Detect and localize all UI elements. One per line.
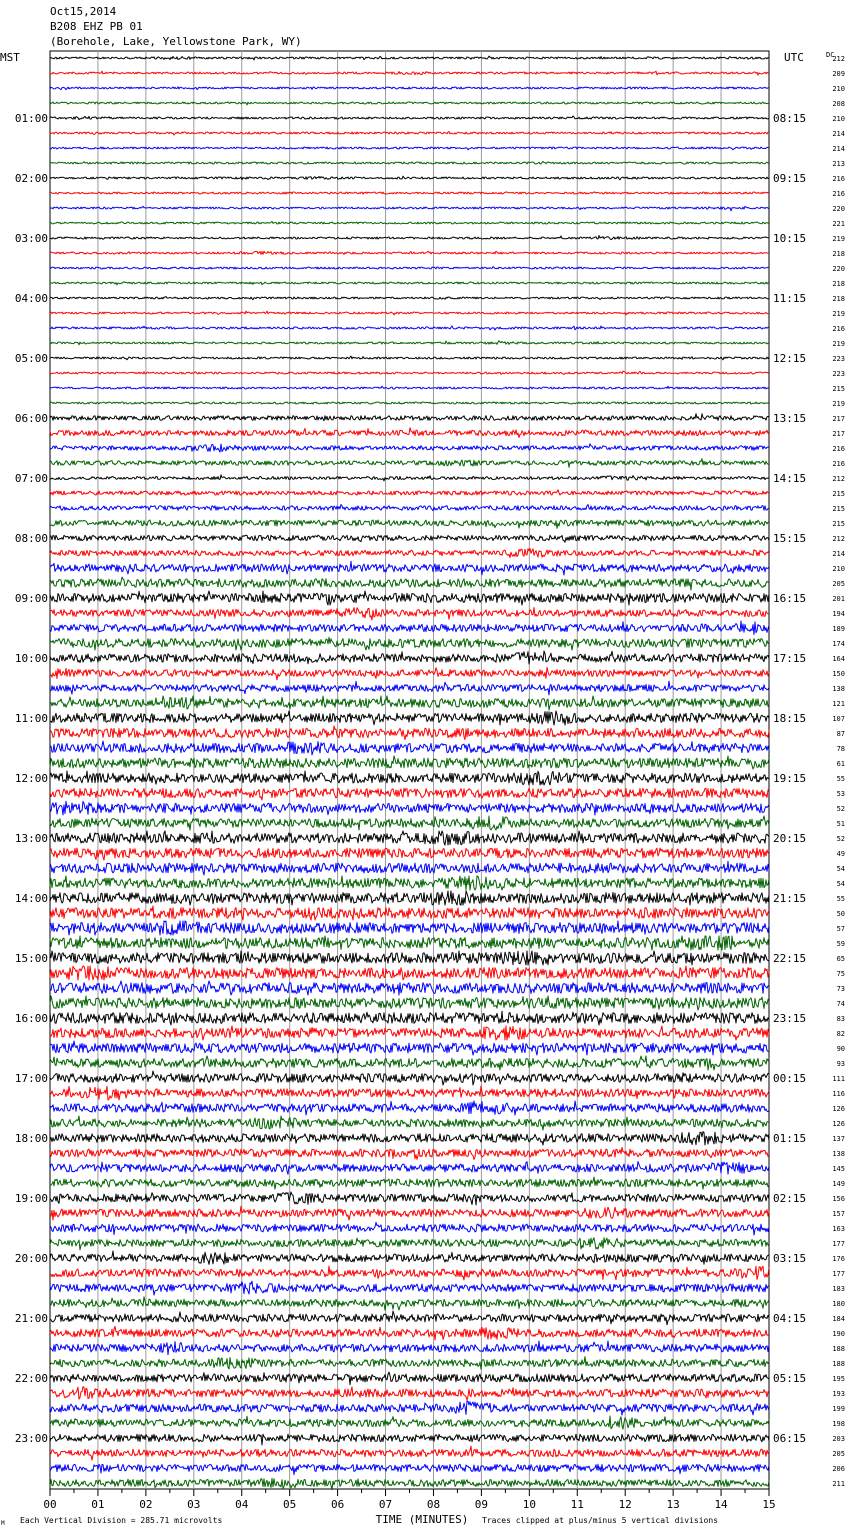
- dc-value: 52: [836, 805, 845, 813]
- trace-line: [50, 505, 769, 511]
- utc-hour-label: 15:15: [773, 532, 807, 545]
- dc-value: 195: [832, 1375, 845, 1383]
- trace-line: [50, 1311, 769, 1325]
- trace-line: [50, 1326, 769, 1340]
- dc-value: 193: [832, 1390, 845, 1398]
- dc-value: 216: [832, 460, 845, 468]
- trace-line: [50, 1464, 769, 1474]
- trace-line: [50, 102, 769, 105]
- trace-line: [50, 267, 769, 269]
- x-tick-label: 15: [762, 1498, 776, 1511]
- trace-line: [50, 831, 769, 845]
- dc-value: 121: [832, 700, 845, 708]
- trace-line: [50, 1116, 769, 1130]
- trace-line: [50, 1056, 769, 1070]
- trace-line: [50, 771, 769, 785]
- trace-line: [50, 1147, 769, 1159]
- trace-line: [50, 341, 769, 345]
- dc-value: 210: [832, 565, 845, 573]
- utc-label: UTC: [784, 51, 804, 64]
- x-tick-label: 04: [235, 1498, 249, 1511]
- mst-hour-label: 10:00: [14, 652, 48, 665]
- trace-line: [50, 681, 769, 695]
- dc-value: 54: [836, 865, 845, 873]
- utc-hour-label: 11:15: [773, 292, 807, 305]
- utc-hour-label: 08:15: [773, 112, 807, 125]
- mst-hour-label: 05:00: [14, 352, 48, 365]
- trace-line: [50, 816, 769, 830]
- dc-value: 177: [832, 1270, 845, 1278]
- dc-value: 183: [832, 1285, 845, 1293]
- mst-hour-label: 03:00: [14, 232, 48, 245]
- mst-hour-label: 09:00: [14, 592, 48, 605]
- trace-line: [50, 1446, 769, 1460]
- dc-value: 188: [832, 1360, 845, 1368]
- dc-value: 213: [832, 160, 845, 168]
- dc-value: 138: [832, 1150, 845, 1158]
- dc-value: 212: [832, 55, 845, 63]
- trace-line: [50, 311, 769, 315]
- dc-value: 55: [836, 775, 845, 783]
- dc-value: 53: [836, 790, 845, 798]
- trace-line: [50, 444, 769, 452]
- trace-line: [50, 1132, 769, 1145]
- trace-line: [50, 221, 769, 224]
- trace-line: [50, 591, 769, 605]
- trace-line: [50, 667, 769, 680]
- mst-hour-label: 02:00: [14, 172, 48, 185]
- utc-hour-label: 14:15: [773, 472, 807, 485]
- trace-line: [50, 1086, 769, 1100]
- dc-value: 87: [836, 730, 845, 738]
- utc-hour-label: 04:15: [773, 1312, 807, 1325]
- mst-hour-label: 01:00: [14, 112, 48, 125]
- seismic-traces: [50, 56, 769, 1490]
- dc-value: 111: [832, 1075, 845, 1083]
- trace-line: [50, 621, 769, 635]
- utc-hour-label: 23:15: [773, 1012, 807, 1025]
- trace-line: [50, 1416, 769, 1429]
- trace-line: [50, 206, 769, 211]
- dc-value: 205: [832, 580, 845, 588]
- trace-line: [50, 87, 769, 90]
- dc-value: 52: [836, 835, 845, 843]
- x-tick-label: 11: [570, 1498, 584, 1511]
- dc-value: 74: [836, 1000, 845, 1008]
- dc-value: 214: [832, 145, 845, 153]
- trace-line: [50, 966, 769, 980]
- mst-hour-label: 14:00: [14, 892, 48, 905]
- trace-line: [50, 147, 769, 150]
- dc-value: 61: [836, 760, 845, 768]
- trace-line: [50, 996, 769, 1010]
- dc-value: 189: [832, 625, 845, 633]
- dc-value: 145: [832, 1165, 845, 1173]
- dc-value: 206: [832, 1465, 845, 1473]
- dc-value: 137: [832, 1135, 845, 1143]
- mst-label: MST: [0, 51, 20, 64]
- mst-hour-label: 11:00: [14, 712, 48, 725]
- trace-line: [50, 1281, 769, 1295]
- trace-line: [50, 236, 769, 240]
- mst-hour-label: 13:00: [14, 832, 48, 845]
- dc-value: 216: [832, 190, 845, 198]
- trace-line: [50, 936, 769, 950]
- x-tick-label: 12: [618, 1498, 632, 1511]
- dc-value: 163: [832, 1225, 845, 1233]
- dc-value: 55: [836, 895, 845, 903]
- trace-line: [50, 1341, 769, 1355]
- dc-value: 212: [832, 535, 845, 543]
- x-tick-label: 10: [522, 1498, 536, 1511]
- mst-hour-label: 07:00: [14, 472, 48, 485]
- trace-line: [50, 428, 769, 438]
- x-tick-label: 07: [378, 1498, 393, 1511]
- dc-value: 219: [832, 235, 845, 243]
- trace-line: [50, 371, 769, 374]
- trace-line: [50, 741, 769, 755]
- dc-value: 75: [836, 970, 845, 978]
- trace-line: [50, 326, 769, 330]
- dc-value: 201: [832, 595, 845, 603]
- dc-value: 126: [832, 1120, 845, 1128]
- trace-line: [50, 1162, 769, 1175]
- trace-line: [50, 1206, 769, 1220]
- trace-line: [50, 251, 769, 254]
- dc-value: 174: [832, 640, 845, 648]
- dc-value: 215: [832, 385, 845, 393]
- trace-line: [50, 475, 769, 481]
- utc-hour-label: 16:15: [773, 592, 807, 605]
- trace-line: [50, 906, 769, 920]
- mst-hour-label: 16:00: [14, 1012, 48, 1025]
- trace-line: [50, 282, 769, 285]
- x-tick-label: 09: [474, 1498, 489, 1511]
- dc-value: 220: [832, 205, 845, 213]
- dc-value: 220: [832, 265, 845, 273]
- mst-hour-label: 04:00: [14, 292, 48, 305]
- dc-value: 116: [832, 1090, 845, 1098]
- dc-value: 217: [832, 415, 845, 423]
- trace-line: [50, 402, 769, 404]
- dc-value: 73: [836, 985, 845, 993]
- dc-value: 188: [832, 1345, 845, 1353]
- dc-value: 218: [832, 280, 845, 288]
- footer-scale: Each Vertical Division = 285.71 microvolts: [20, 1516, 223, 1525]
- utc-hour-label: 09:15: [773, 172, 807, 185]
- mst-hour-label: 06:00: [14, 412, 48, 425]
- trace-line: [50, 356, 769, 360]
- dc-value: 184: [832, 1315, 845, 1323]
- trace-line: [50, 1177, 769, 1189]
- footer-mark: M: [1, 1520, 5, 1527]
- x-axis-label: TIME (MINUTES): [375, 1513, 469, 1526]
- trace-line: [50, 696, 769, 710]
- trace-line: [50, 414, 769, 421]
- trace-line: [50, 561, 769, 575]
- dc-value: 194: [832, 610, 845, 618]
- mst-hour-label: 22:00: [14, 1372, 48, 1385]
- trace-line: [50, 1401, 769, 1415]
- mst-hour-label: 08:00: [14, 532, 48, 545]
- trace-line: [50, 726, 769, 740]
- dc-value: 190: [832, 1330, 845, 1338]
- dc-value: 218: [832, 295, 845, 303]
- dc-value: 50: [836, 910, 845, 918]
- utc-hour-label: 17:15: [773, 652, 807, 665]
- dc-value: 210: [832, 85, 845, 93]
- dc-value: 78: [836, 745, 845, 753]
- trace-line: [50, 1238, 769, 1250]
- dc-value: 198: [832, 1420, 845, 1428]
- x-tick-label: 01: [91, 1498, 105, 1511]
- trace-line: [50, 891, 769, 905]
- dc-value: 59: [836, 940, 845, 948]
- dc-value: 211: [832, 1480, 845, 1488]
- utc-hour-label: 18:15: [773, 712, 807, 725]
- dc-value: 216: [832, 445, 845, 453]
- trace-line: [50, 386, 769, 389]
- x-tick-label: 13: [666, 1498, 680, 1511]
- title-line-2: B208 EHZ PB 01: [50, 20, 143, 33]
- dc-value: 223: [832, 355, 845, 363]
- trace-line: [50, 520, 769, 528]
- dc-value: 57: [836, 925, 845, 933]
- utc-hour-label: 21:15: [773, 892, 807, 905]
- trace-line: [50, 1357, 769, 1370]
- utc-hour-label: 06:15: [773, 1432, 807, 1445]
- dc-value: 164: [832, 655, 845, 663]
- dc-value: 208: [832, 100, 845, 108]
- trace-line: [50, 1011, 769, 1025]
- utc-hour-label: 10:15: [773, 232, 807, 245]
- dc-value: 180: [832, 1300, 845, 1308]
- trace-line: [50, 756, 769, 769]
- dc-value: 54: [836, 880, 845, 888]
- trace-line: [50, 459, 769, 468]
- trace-line: [50, 1478, 769, 1489]
- utc-hour-label: 22:15: [773, 952, 807, 965]
- trace-line: [50, 1222, 769, 1235]
- dc-value: 219: [832, 340, 845, 348]
- x-tick-label: 06: [330, 1498, 345, 1511]
- trace-line: [50, 176, 769, 180]
- trace-line: [50, 1041, 769, 1055]
- dc-value: 216: [832, 175, 845, 183]
- trace-line: [50, 1266, 769, 1280]
- dc-value: 199: [832, 1405, 845, 1413]
- dc-value: 223: [832, 370, 845, 378]
- utc-hour-label: 13:15: [773, 412, 807, 425]
- mst-hour-label: 12:00: [14, 772, 48, 785]
- trace-line: [50, 1192, 769, 1205]
- trace-line: [50, 876, 769, 890]
- trace-line: [50, 1071, 769, 1085]
- trace-line: [50, 549, 769, 558]
- x-tick-label: 02: [139, 1498, 153, 1511]
- dc-value: 218: [832, 250, 845, 258]
- trace-line: [50, 192, 769, 194]
- dc-value: 205: [832, 1450, 845, 1458]
- dc-value: 150: [832, 670, 845, 678]
- title-line-1: Oct15,2014: [50, 5, 117, 18]
- dc-value: 177: [832, 1240, 845, 1248]
- mst-hour-label: 23:00: [14, 1432, 48, 1445]
- dc-value: 49: [836, 850, 845, 858]
- trace-line: [50, 577, 769, 590]
- mst-hour-label: 21:00: [14, 1312, 48, 1325]
- title-line-3: (Borehole, Lake, Yellowstone Park, WY): [50, 35, 302, 48]
- dc-value: 210: [832, 115, 845, 123]
- dc-value: 219: [832, 310, 845, 318]
- dc-value: 107: [832, 715, 845, 723]
- trace-line: [50, 861, 769, 875]
- mst-hour-label: 20:00: [14, 1252, 48, 1265]
- dc-value: 65: [836, 955, 845, 963]
- trace-line: [50, 162, 769, 165]
- dc-label: DC: [826, 51, 835, 59]
- dc-value: 221: [832, 220, 845, 228]
- trace-line: [50, 1101, 769, 1115]
- trace-line: [50, 981, 769, 995]
- trace-line: [50, 1434, 769, 1445]
- trace-line: [50, 637, 769, 650]
- dc-value: 214: [832, 550, 845, 558]
- trace-line: [50, 801, 769, 815]
- utc-hour-label: 20:15: [773, 832, 807, 845]
- trace-line: [50, 71, 769, 75]
- utc-hour-label: 19:15: [773, 772, 807, 785]
- trace-line: [50, 651, 769, 664]
- dc-value: 51: [836, 820, 845, 828]
- dc-value: 215: [832, 505, 845, 513]
- dc-value: 215: [832, 520, 845, 528]
- dc-value: 176: [832, 1255, 845, 1263]
- trace-line: [50, 1387, 769, 1400]
- dc-value: 82: [836, 1030, 845, 1038]
- dc-value: 138: [832, 685, 845, 693]
- trace-line: [50, 1251, 769, 1264]
- dc-value: 203: [832, 1435, 845, 1443]
- trace-line: [50, 56, 769, 60]
- utc-hour-label: 00:15: [773, 1072, 807, 1085]
- utc-hour-label: 12:15: [773, 352, 807, 365]
- dc-value: 156: [832, 1195, 845, 1203]
- dc-value: 126: [832, 1105, 845, 1113]
- x-tick-label: 08: [426, 1498, 441, 1511]
- utc-hour-label: 01:15: [773, 1132, 807, 1145]
- trace-line: [50, 1372, 769, 1385]
- trace-line: [50, 608, 769, 621]
- mst-hour-label: 15:00: [14, 952, 48, 965]
- trace-line: [50, 535, 769, 542]
- dc-value: 93: [836, 1060, 845, 1068]
- trace-line: [50, 951, 769, 965]
- trace-line: [50, 1297, 769, 1310]
- x-tick-label: 00: [43, 1498, 57, 1511]
- x-tick-label: 14: [714, 1498, 728, 1511]
- trace-line: [50, 1026, 769, 1040]
- utc-hour-label: 02:15: [773, 1192, 807, 1205]
- mst-hour-label: 17:00: [14, 1072, 48, 1085]
- dc-value: 217: [832, 430, 845, 438]
- trace-line: [50, 921, 769, 935]
- trace-line: [50, 297, 769, 300]
- trace-line: [50, 132, 769, 136]
- x-tick-label: 05: [283, 1498, 297, 1511]
- dc-value: 157: [832, 1210, 845, 1218]
- dc-value: 83: [836, 1015, 845, 1023]
- trace-line: [50, 711, 769, 725]
- dc-value: 90: [836, 1045, 845, 1053]
- dc-value: 209: [832, 70, 845, 78]
- dc-value: 216: [832, 325, 845, 333]
- trace-line: [50, 788, 769, 800]
- utc-hour-label: 03:15: [773, 1252, 807, 1265]
- dc-value: 219: [832, 400, 845, 408]
- trace-line: [50, 490, 769, 495]
- dc-value: 214: [832, 130, 845, 138]
- mst-hour-label: 19:00: [14, 1192, 48, 1205]
- dc-value: 215: [832, 490, 845, 498]
- dc-value: 149: [832, 1180, 845, 1188]
- footer-clip: Traces clipped at plus/minus 5 vertical divisions: [482, 1516, 719, 1525]
- x-tick-label: 03: [187, 1498, 201, 1511]
- dc-value: 212: [832, 475, 845, 483]
- mst-hour-label: 18:00: [14, 1132, 48, 1145]
- trace-line: [50, 116, 769, 120]
- utc-hour-label: 05:15: [773, 1372, 807, 1385]
- trace-line: [50, 848, 769, 860]
